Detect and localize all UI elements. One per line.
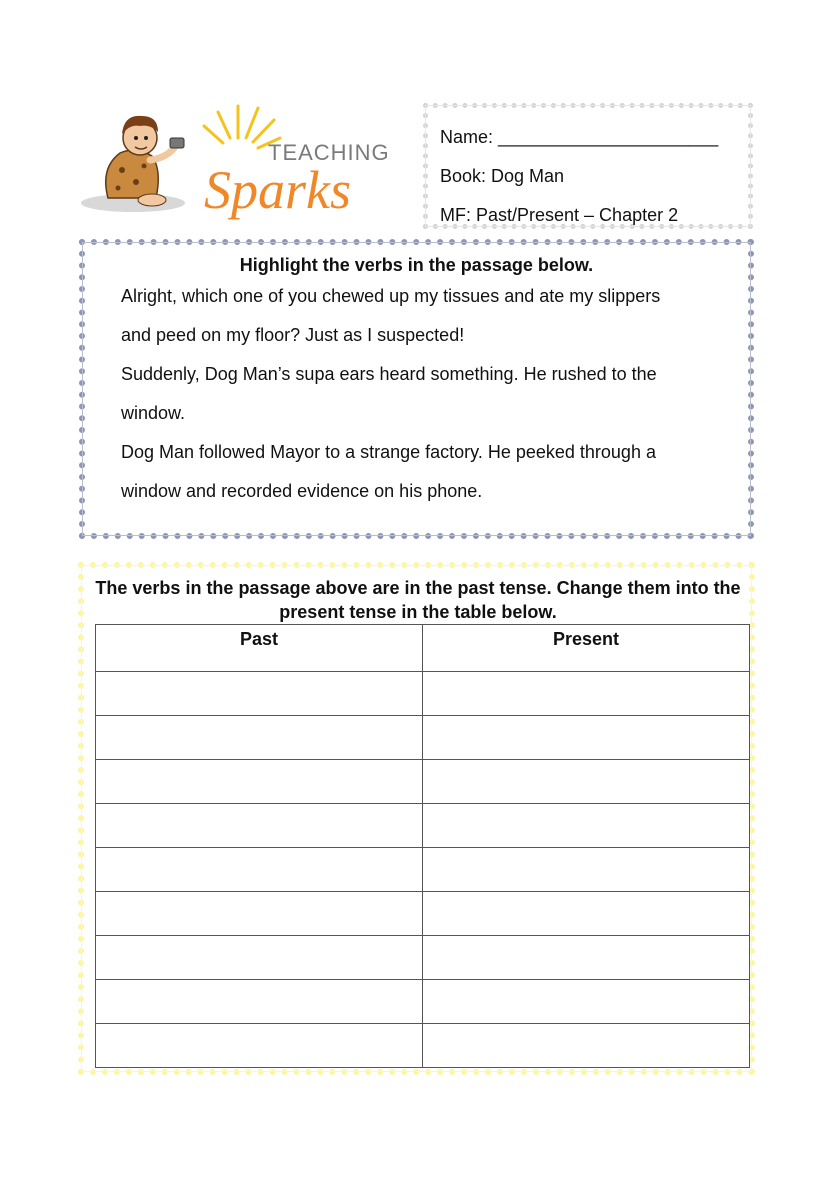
past-answer-cell[interactable]: [96, 760, 423, 804]
passage-line: and peed on my floor? Just as I suspected!: [121, 325, 465, 345]
past-answer-cell[interactable]: [96, 672, 423, 716]
present-answer-cell[interactable]: [423, 672, 750, 716]
table-row: [96, 892, 750, 936]
past-answer-cell[interactable]: [96, 716, 423, 760]
logo-line1: TEACHING: [268, 140, 390, 165]
table-row: [96, 848, 750, 892]
present-answer-cell[interactable]: [423, 804, 750, 848]
present-answer-cell[interactable]: [423, 980, 750, 1024]
present-answer-cell[interactable]: [423, 892, 750, 936]
past-answer-cell[interactable]: [96, 980, 423, 1024]
table-row: [96, 980, 750, 1024]
past-answer-cell[interactable]: [96, 892, 423, 936]
past-answer-cell[interactable]: [96, 936, 423, 980]
passage-line: Suddenly, Dog Man’s supa ears heard something. He rushed to the: [121, 364, 657, 384]
table-row: [96, 716, 750, 760]
verb-table: [95, 624, 750, 1068]
past-answer-cell[interactable]: [96, 804, 423, 848]
book-label: Book: Dog Man: [440, 166, 565, 186]
passage-box: [79, 239, 754, 539]
passage-line: window and recorded evidence on his phone.: [121, 481, 483, 501]
exercise-instruction: The verbs in the passage above are in the past tense. Change them into the present tense in the table below.: [95, 578, 741, 622]
past-column-header: Past: [96, 625, 423, 672]
name-field-label: Name: ______________________: [440, 127, 719, 147]
past-answer-cell[interactable]: [96, 848, 423, 892]
mf-label: MF: Past/Present – Chapter 2: [440, 205, 679, 225]
table-row: [96, 936, 750, 980]
table-row: [96, 804, 750, 848]
teaching-sparks-logo: [78, 98, 398, 223]
past-answer-cell[interactable]: [96, 1024, 423, 1068]
table-header-row: [96, 625, 750, 672]
table-row: [96, 760, 750, 804]
present-answer-cell[interactable]: [423, 848, 750, 892]
table-row: [96, 1024, 750, 1068]
student-info-box: [423, 103, 753, 229]
logo-line2: Sparks: [204, 160, 351, 220]
passage-line: Dog Man followed Mayor to a strange factory. He peeked through a: [121, 442, 656, 462]
table-row: [96, 672, 750, 716]
present-answer-cell[interactable]: [423, 936, 750, 980]
passage-title: Highlight the verbs in the passage below.: [239, 255, 594, 275]
present-answer-cell[interactable]: [423, 716, 750, 760]
passage-line: Alright, which one of you chewed up my tissues and ate my slippers: [121, 286, 661, 306]
present-answer-cell[interactable]: [423, 1024, 750, 1068]
passage-line: window.: [121, 403, 186, 423]
present-answer-cell[interactable]: [423, 760, 750, 804]
passage-text: [121, 277, 728, 511]
present-column-header: Present: [423, 625, 750, 672]
tense-exercise-box: [78, 562, 755, 1075]
